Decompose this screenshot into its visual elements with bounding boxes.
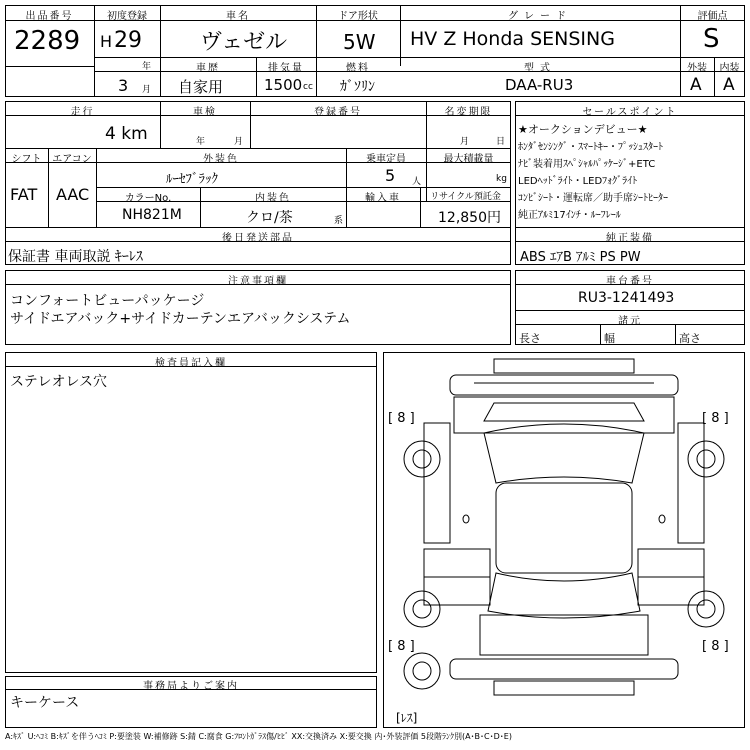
dims-label: 諸元 xyxy=(618,316,642,327)
tire-tread-rear-right: [ 8 ] xyxy=(702,639,729,654)
sales-point-item: LEDﾍｯﾄﾞﾗｲﾄ・LEDﾌｫｸﾞﾗｲﾄ xyxy=(518,176,638,187)
fuel: ｶﾞｿﾘﾝ xyxy=(340,79,375,95)
office-text: キーケース xyxy=(10,695,80,711)
mileage: 4 km xyxy=(105,124,148,144)
spare-tire-status: [ﾚｽ] xyxy=(396,711,418,725)
sales-points-title: セールスポイント xyxy=(582,107,678,118)
tire-tread-front-right: [ 8 ] xyxy=(702,411,729,426)
int-color-label: 内装色 xyxy=(255,193,291,204)
sales-point-item: ﾅﾋﾞ装着用ｽﾍﾟｼｬﾙﾊﾟｯｹｰｼﾞ+ETC xyxy=(518,159,656,170)
lot-label: 出品番号 xyxy=(25,11,74,22)
car-outline xyxy=(384,353,744,727)
doors: 5W xyxy=(343,30,376,54)
recycle-label: リサイクル預託金 xyxy=(430,192,501,202)
tire-tread-front-left: [ 8 ] xyxy=(388,411,415,426)
lot-number: 2289 xyxy=(14,26,81,56)
chassis-title: 車台番号 xyxy=(606,276,654,287)
ext-color-label: 外装色 xyxy=(203,154,239,165)
deadline-label: 名変期限 xyxy=(444,107,493,118)
inspection-label: 車検 xyxy=(193,107,217,118)
reg-year: 29 xyxy=(114,28,142,53)
score-label: 評価点 xyxy=(697,11,728,22)
import-label: 輸入車 xyxy=(365,193,401,204)
capacity: 5 xyxy=(385,166,396,185)
width-label: 幅 xyxy=(604,332,615,345)
exterior-score: A xyxy=(690,75,702,95)
load-label: 最大積載量 xyxy=(443,154,494,165)
length-label: 長さ xyxy=(519,332,541,345)
ext-color: ﾙｰｾﾌﾞﾗｯｸ xyxy=(166,172,218,187)
displacement: 1500 xyxy=(264,76,303,94)
sales-point-item: 純正ｱﾙﾐ17ｲﾝﾁ・ﾙｰﾌﾚｰﾙ xyxy=(518,210,621,221)
model: DAA-RU3 xyxy=(505,76,574,94)
registration-label: 登録番号 xyxy=(314,107,362,118)
note-line: コンフォートビューパッケージ xyxy=(10,293,205,309)
grade-label: グレード xyxy=(508,11,572,22)
tire-tread-rear-left: [ 8 ] xyxy=(388,639,415,654)
grade: HV Z Honda SENSING xyxy=(410,28,615,50)
inspector-comment: ステレオレス穴 xyxy=(10,374,108,390)
notes-title: 注意事項欄 xyxy=(228,276,288,287)
mileage-label: 走行 xyxy=(70,107,95,118)
model-label: 型式 xyxy=(524,63,556,74)
shift: FAT xyxy=(10,185,38,204)
reg-month: 3 xyxy=(118,76,129,95)
displacement-label: 排気量 xyxy=(268,63,304,74)
equipment: ABS ｴｱB ｱﾙﾐ PS PW xyxy=(520,250,641,265)
int-color: クロ/茶 xyxy=(246,210,293,226)
sales-point-item: ｺﾝﾋﾞｼｰﾄ・運転席／助手席ｼｰﾄﾋｰﾀｰ xyxy=(518,193,668,204)
doors-label: ドア形状 xyxy=(338,11,378,22)
chassis-number: RU3-1241493 xyxy=(578,290,675,306)
sales-point-item: ★オークションデビュー★ xyxy=(518,123,648,136)
office-title: 事務局よりご案内 xyxy=(143,681,239,692)
exterior-label: 外装 xyxy=(687,63,707,74)
capacity-label: 乗車定員 xyxy=(366,154,406,165)
recycle-fee: 12,850円 xyxy=(438,210,501,226)
equipment-label: 純正装備 xyxy=(606,233,654,244)
score: S xyxy=(703,24,720,54)
car-name-label: 車名 xyxy=(226,11,250,22)
interior-score: A xyxy=(723,75,735,95)
ac: AAC xyxy=(56,185,90,204)
color-no: NH821M xyxy=(122,207,182,223)
sales-point-item: ﾎﾝﾀﾞｾﾝｼﾝｸﾞ・ｽﾏｰﾄｷｰ・ﾌﾟｯｼｭｽﾀｰﾄ xyxy=(518,142,663,153)
history: 自家用 xyxy=(178,78,224,96)
history-label: 車歴 xyxy=(196,63,220,74)
shift-label: シフト xyxy=(11,154,42,165)
parts-label: 後日発送部品 xyxy=(222,233,294,244)
parts: 保証書 車両取説 ｷｰﾚｽ xyxy=(8,249,143,265)
ac-label: エアコン xyxy=(52,154,92,165)
inspector-box xyxy=(5,352,377,673)
car-diagram xyxy=(383,352,745,728)
note-line: サイドエアバック+サイドカーテンエアバックシステム xyxy=(10,311,351,327)
first-reg-label: 初度登録 xyxy=(107,11,147,22)
legend: A:ｷｽﾞ U:ﾍｺﾐ B:ｷｽﾞを伴うﾍｺﾐ P:要塗装 W:補修跡 S:錆 C:腐食 G:ﾌﾛﾝﾄｶﾞﾗｽ傷/ﾋﾋﾞ XX:交換済み X:要交換 内･外装評価 5段階ﾗﾝｸ別(A･B･C･D･E) xyxy=(5,732,512,741)
fuel-label: 燃料 xyxy=(346,63,370,74)
car-name: ヴェゼル xyxy=(200,30,288,55)
height-label: 高さ xyxy=(679,332,701,345)
interior-label: 内装 xyxy=(719,63,740,74)
color-no-label: カラーNo. xyxy=(124,193,172,204)
inspector-title: 検査員記入欄 xyxy=(155,358,227,369)
era: H xyxy=(100,32,113,51)
